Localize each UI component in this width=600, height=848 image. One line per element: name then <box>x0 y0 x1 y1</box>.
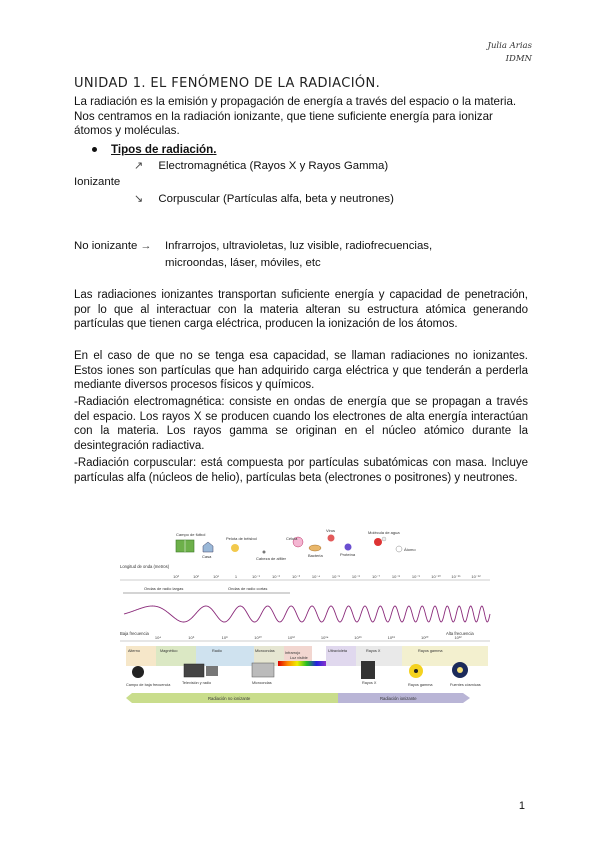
band-label-radio: Radio <box>212 649 222 653</box>
label-bacteria: Bacteria <box>308 553 323 558</box>
xray-image-icon <box>361 661 375 679</box>
non-ionizing-bar-label: Radiación no ionizante <box>208 696 251 701</box>
bacteria-icon <box>309 545 321 551</box>
wave-curve <box>124 606 490 622</box>
ionizing-bar-label: Radiación ionizante <box>380 696 417 701</box>
source-label-tv-radio: Televisión y radio <box>182 681 212 685</box>
frequency-tick: 10²² <box>454 635 462 640</box>
band-radio <box>196 646 254 666</box>
label-cell: Célula <box>286 536 298 541</box>
wavelength-tick: 10⁻¹⁰ <box>431 574 441 579</box>
page-number: 1 <box>518 800 525 812</box>
author-code: IDMN <box>505 54 532 64</box>
wavelength-tick: 10⁻¹¹ <box>451 574 461 579</box>
band-gamma <box>402 646 488 666</box>
radio-icon <box>206 666 218 676</box>
frequency-tick: 10¹⁶ <box>354 635 362 640</box>
wavelength-tick: 10⁻⁶ <box>351 574 361 579</box>
wavelength-tick: 10⁻³ <box>292 574 300 579</box>
label-football-field: Campo de fútbol <box>176 532 206 537</box>
electromagnetic-spectrum-figure <box>118 522 498 712</box>
wavelength-tick: 10⁻¹² <box>471 574 481 579</box>
paragraph-electromagnetic: -Radiación electromagnética: consiste en ondas de energía que se propagan a través del espacio. Los rayos X se producen cuando los electrones de alta energía interactúan con la materia. Los rayos gamma se originan en el núcleo atómico durante la desintegración radiactiva. <box>74 396 528 453</box>
page-title: UNIDAD 1. EL FENÓMENO DE LA RADIACIÓN. <box>74 76 381 91</box>
arrow-up-right-icon: ↗ <box>134 160 144 172</box>
house-icon <box>203 542 213 552</box>
non-ionizing-line1: Infrarrojos, ultravioletas, luz visible, radiofrecuencias, <box>165 240 433 252</box>
label-house: Casa <box>202 554 212 559</box>
virus-icon <box>328 535 335 542</box>
band-label-magnetic: Magnético <box>160 649 178 653</box>
arrow-down-right-icon: ↘ <box>134 193 144 205</box>
non-ionizing-label: No ionizante <box>74 240 138 252</box>
frequency-tick: 10¹⁰ <box>254 635 262 640</box>
band-label-visible: Luz visible <box>290 656 308 660</box>
type-electromagnetic-row <box>134 159 388 172</box>
frequency-tick: 10⁶ <box>188 635 195 640</box>
source-label-microwave: Microondas <box>252 681 272 685</box>
type-corpuscular-row <box>134 192 394 205</box>
label-atom: Átomo <box>404 547 416 552</box>
frequency-ticks <box>155 635 462 640</box>
wavelength-tick: 10¹ <box>213 574 219 579</box>
wavelength-tick: 10² <box>193 574 199 579</box>
long-waves-label: Ondas de radio largas <box>144 586 184 591</box>
frequency-tick: 10¹² <box>287 635 295 640</box>
label-pinhead: Cabeza de alfiler <box>256 556 287 561</box>
bullet-label: Tipos de radiación <box>111 143 214 156</box>
band-label-gamma: Rayos gamma <box>418 649 443 653</box>
frequency-tick: 10⁸ <box>221 635 228 640</box>
baseball-icon <box>231 544 239 552</box>
author-block <box>488 40 532 66</box>
label-baseball: Pelota de béisbol <box>226 536 257 541</box>
band-label-ultraviolet: Ultravioleta <box>328 649 347 653</box>
paragraph-ionizing: Las radiaciones ionizantes transportan suficiente energía y capacidad de penetración, por lo que al interactuar con la materia alteran su estructura atómica generando partículas que tienen carga eléctrica, producen la ionización de los átomos. <box>74 289 528 331</box>
wavelength-tick: 10⁻² <box>272 574 280 579</box>
water-molecule-icon <box>374 538 382 546</box>
wavelength-tick: 10⁻⁴ <box>311 574 321 579</box>
band-label-xray: Rayos X <box>366 649 381 653</box>
arrow-right-icon: → <box>140 240 152 252</box>
type-corpuscular: Corpuscular (Partículas alfa, beta y neutrones) <box>158 193 394 205</box>
human-head-icon <box>132 666 144 678</box>
atom-icon <box>396 546 402 552</box>
microwave-oven-icon <box>252 663 274 677</box>
frequency-tick: 10¹⁸ <box>387 635 396 640</box>
wavelength-ticks <box>173 574 481 579</box>
wavelength-label: Longitud de onda (metros) <box>120 564 170 569</box>
band-label-microwave: Microondas <box>255 649 275 653</box>
type-electromagnetic: Electromagnética (Rayos X y Rayos Gamma) <box>158 160 389 172</box>
pinhead-icon <box>263 551 266 554</box>
frequency-tick: 10¹⁴ <box>320 635 329 640</box>
author-name: Julia Arias <box>487 41 532 51</box>
high-frequency-label: Alta frecuencia <box>446 631 474 636</box>
non-ionizing-line2: microondas, láser, móviles, etc <box>165 257 321 269</box>
television-icon <box>184 664 204 677</box>
short-waves-label: Ondas de radio cortas <box>228 586 268 591</box>
wavelength-tick: 1 <box>234 574 238 579</box>
wavelength-tick: 10³ <box>173 574 179 579</box>
wavelength-tick: 10⁻⁹ <box>411 574 421 579</box>
wavelength-tick: 10⁻⁵ <box>331 574 341 579</box>
wavelength-tick: 10⁻¹ <box>252 574 260 579</box>
source-label-low-frequency: Campo de baja frecuencia <box>126 683 171 687</box>
ionizing-label: Ionizante <box>74 176 121 188</box>
band-label-alternating: Alterno <box>128 649 141 653</box>
paragraph-corpuscular: -Radiación corpuscular: está compuesta por partículas subatómicas con masa. Incluye partículas alfa (núcleos de helio), partículas beta (electrones o positrones) y neutrones. <box>74 457 528 484</box>
visible-spectrum-bar <box>278 661 326 666</box>
bullet-dot-icon <box>92 147 97 152</box>
paragraph-non-ionizing: En el caso de que no se tenga esa capacidad, se llaman radiaciones no ionizantes. Estos iones son partículas que han adquirido carga eléctrica y que tenderán a perderla mediante diversos procesos físicos y químicos. <box>74 350 528 392</box>
source-label-xray: Rayos X <box>362 681 377 685</box>
label-water-molecule: Molécula de agua <box>368 530 400 535</box>
protein-icon <box>345 544 352 551</box>
label-protein: Proteína <box>340 552 356 557</box>
label-virus: Virus <box>326 528 336 533</box>
frequency-tick: 10⁴ <box>154 635 162 640</box>
wavelength-tick: 10⁻⁷ <box>371 574 381 579</box>
band-label-infrared: Infrarrojo <box>285 651 301 655</box>
low-frequency-label: Baja frecuencia <box>120 631 149 636</box>
bullet-types-heading: Tipos de radiación. <box>92 143 216 156</box>
source-label-gamma: Rayos gamma <box>408 683 433 687</box>
frequency-tick: 10²⁰ <box>420 635 429 640</box>
source-label-cosmic: Fuentes cósmicas <box>450 683 481 687</box>
wavelength-tick: 10⁻⁸ <box>391 574 401 579</box>
non-ionizing-row <box>74 240 152 252</box>
intro-paragraph: La radiación es la emisión y propagación de energía a través del espacio o la materia. Nos centramos en la radiación ionizante, que tiene suficiente energía para ionizar átomos y moléculas. <box>74 95 517 137</box>
